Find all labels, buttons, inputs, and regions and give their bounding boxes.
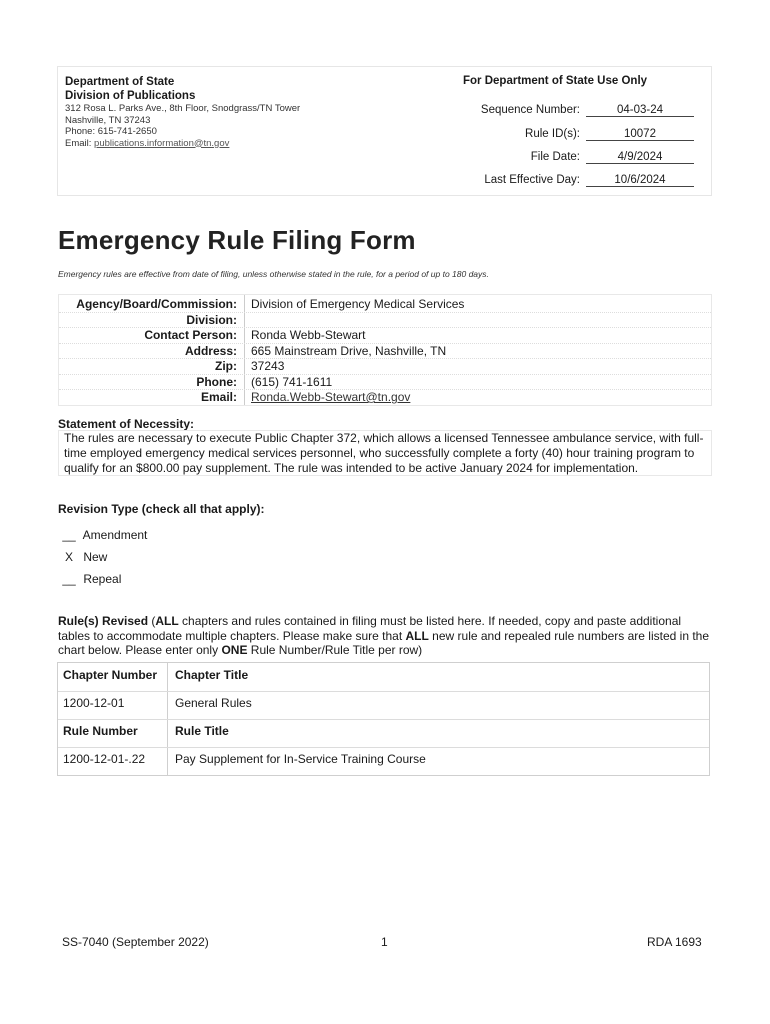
rule-id-row <box>430 128 700 150</box>
rules-intro-text-3: new rule and repealed rule numbers are listed in the chart below. Please enter only <box>58 628 710 657</box>
table-row <box>58 691 709 720</box>
revision-label-amendment: Amendment <box>82 528 148 542</box>
department-email-link[interactable]: publications.information@tn.gov <box>94 137 230 149</box>
file-date-value: 4/9/2024 <box>586 151 694 164</box>
rda-number: RDA 1693 <box>647 935 702 949</box>
table-row <box>58 747 709 775</box>
table-row <box>58 719 709 748</box>
file-date-row <box>430 151 700 173</box>
zip-row <box>59 358 711 375</box>
rule-id-value: 10072 <box>586 128 694 141</box>
division-name: Division of Publications <box>65 90 196 102</box>
file-date-label: File Date: <box>530 151 580 163</box>
chapter-number-cell: 1200-12-01 <box>63 696 125 710</box>
email-row <box>59 389 711 405</box>
last-effective-day-label: Last Effective Day: <box>484 174 580 186</box>
revision-checkbox-new[interactable]: X <box>64 550 73 564</box>
phone-row <box>59 374 711 391</box>
rule-id-label: Rule ID(s): <box>525 128 580 140</box>
chapter-title-header: Chapter Title <box>175 668 249 682</box>
revision-type-heading: Revision Type (check all that apply): <box>58 502 265 516</box>
revision-option-repeal[interactable] <box>58 572 121 586</box>
agency-value: Division of Emergency Medical Services <box>251 297 465 311</box>
rule-title-cell: Pay Supplement for In-Service Training Course <box>175 752 426 766</box>
last-effective-day-row <box>430 174 700 196</box>
department-email-label: Email: <box>65 137 92 149</box>
rules-intro-emphasis-1: ALL <box>155 614 179 628</box>
email-value <box>251 390 410 404</box>
sequence-number-row <box>430 104 700 126</box>
department-address-line2: Nashville, TN 37243 <box>65 114 151 126</box>
revision-option-new[interactable] <box>58 550 107 564</box>
form-id: SS-7040 (September 2022) <box>62 935 209 949</box>
revision-label-repeal: Repeal <box>83 572 122 586</box>
statement-text: The rules are necessary to execute Public Chapter 372, which allows a licensed Tennessee ambulance service, with full-time employed emergency medical services personnel, who successfully complete a forty (40) hour training program to qualify for an $800.00 pay supplement. The rule was intended to be active January 2024 for implementation. <box>64 431 704 475</box>
rule-title-header: Rule Title <box>175 724 229 738</box>
department-phone: Phone: 615-741-2650 <box>65 126 157 137</box>
department-heading <box>65 75 195 103</box>
table-row <box>58 663 709 692</box>
department-address-line1: 312 Rosa L. Parks Ave., 8th Floor, Snodgrass/TN Tower <box>65 103 301 114</box>
division-label: Division: <box>186 312 237 327</box>
contact-person-label: Contact Person: <box>144 328 237 342</box>
zip-value: 37243 <box>251 359 285 373</box>
page-number: 1 <box>381 935 388 949</box>
revision-checkbox-amendment[interactable]: __ <box>62 528 76 542</box>
rules-intro-emphasis-2: ALL <box>405 628 429 643</box>
phone-label: Phone: <box>196 374 237 389</box>
rules-intro-text-4: Rule Number/Rule Title per row) <box>247 643 423 657</box>
rules-intro-text-2: chapters and rules contained in filing must be listed here. If needed, copy and paste additional tables to accommodate multiple chapters. Please make sure that <box>58 614 682 643</box>
contact-person-value: Ronda Webb-Stewart <box>251 328 366 342</box>
revision-checkbox-repeal[interactable]: __ <box>62 572 76 586</box>
form-subtitle: Emergency rules are effective from date of filing, unless otherwise stated in the rule, for a period of up to 180 days. <box>58 269 489 279</box>
rule-number-header: Rule Number <box>63 724 138 738</box>
agency-label: Agency/Board/Commission: <box>76 297 237 311</box>
rule-number-cell: 1200-12-01-.22 <box>63 752 146 766</box>
rules-intro-text-1: ( <box>148 614 156 628</box>
rules-intro-emphasis-3: ONE <box>221 643 248 657</box>
division-row <box>59 312 711 329</box>
agency-row <box>59 296 711 313</box>
sequence-number-label: Sequence Number: <box>480 104 580 116</box>
department-contact <box>65 103 300 149</box>
agency-table <box>58 294 712 406</box>
last-effective-day-value: 10/6/2024 <box>586 174 694 187</box>
rules-revised-instructions <box>58 614 713 658</box>
revision-label-new: New <box>83 550 108 564</box>
chapter-number-header: Chapter Number <box>63 668 158 682</box>
phone-value: (615) 741-1611 <box>251 374 333 389</box>
contact-email-link[interactable]: Ronda.Webb-Stewart@tn.gov <box>251 390 411 404</box>
sequence-number-value: 04-03-24 <box>586 104 694 117</box>
statement-heading: Statement of Necessity: <box>58 417 195 431</box>
department-email-row <box>65 138 300 150</box>
revision-option-amendment[interactable] <box>58 528 147 542</box>
chapter-title-cell: General Rules <box>175 696 252 710</box>
address-value: 665 Mainstream Drive, Nashville, TN <box>251 343 447 358</box>
address-row <box>59 343 711 360</box>
rules-revised-heading: Rule(s) Revised <box>58 614 149 628</box>
zip-label: Zip: <box>215 359 237 373</box>
rules-table <box>57 662 710 776</box>
form-title: Emergency Rule Filing Form <box>58 225 416 255</box>
contact-person-row <box>59 327 711 344</box>
address-label: Address: <box>184 343 237 358</box>
state-use-heading: For Department of State Use Only <box>463 75 648 87</box>
email-label: Email: <box>200 390 237 404</box>
department-name: Department of State <box>65 76 175 88</box>
